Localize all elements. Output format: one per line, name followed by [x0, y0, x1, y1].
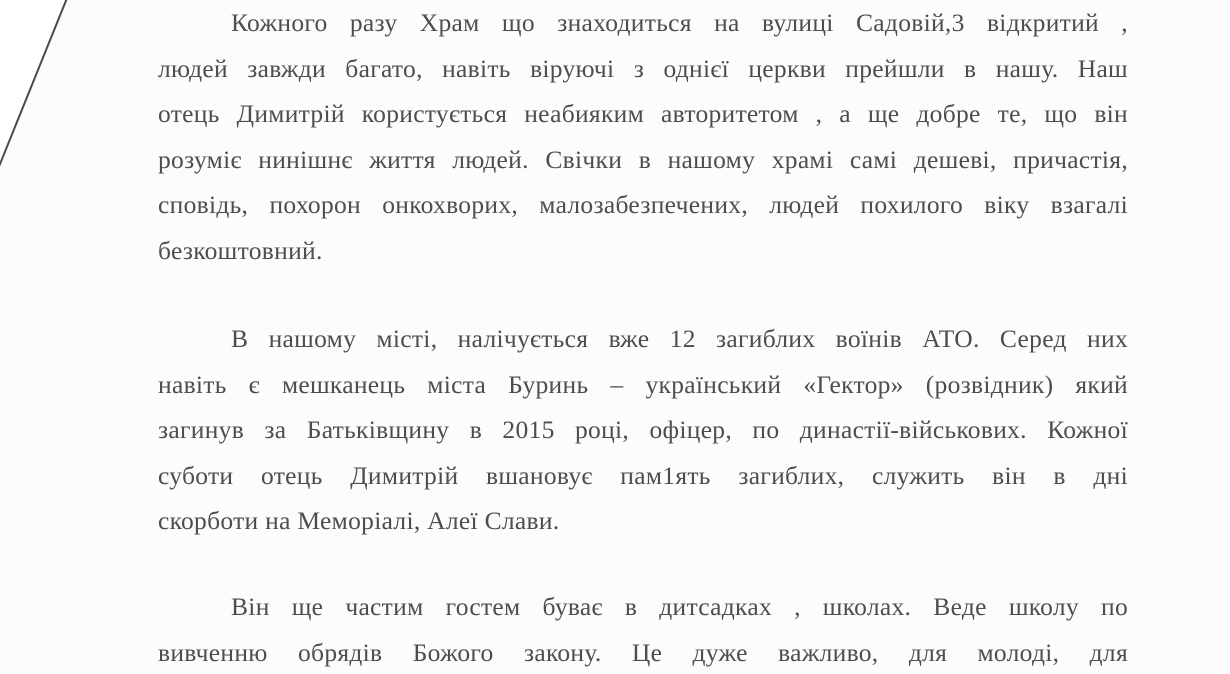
text-line: сповідь, похорон онкохворих, малозабезпечених, людей похилого віку взагалі	[158, 190, 1128, 219]
text-line: загинув за Батьківщину в 2015 році, офіцер, по династії-військових. Кожної	[158, 415, 1128, 444]
scan-edge-shadow	[0, 0, 73, 208]
text-line: людей завжди багато, навіть віруючі з однієї церкви прейшли в нашу. Наш	[158, 53, 1128, 83]
paragraph-2	[158, 316, 1128, 544]
text-line: отець Димитрій користується неабияким авторитетом , а ще добре те, що він	[158, 99, 1128, 128]
text-line: суботи отець Димитрій вшановує пам1ять загиблих, служить він в дні	[158, 460, 1128, 490]
paragraph-3	[158, 584, 1128, 674]
text-line: розуміє нинішнє життя людей. Свічки в нашому храмі самі дешеві, причастія,	[158, 144, 1128, 174]
paragraph-1	[158, 0, 1128, 273]
text-line: безкоштовний.	[158, 235, 323, 265]
text-line: вивченню обрядів Божого закону. Це дуже важливо, для молоді, для	[158, 637, 1128, 667]
text-line: скорботи на Меморіалі, Алеї Слави.	[158, 506, 560, 535]
text-line: Він ще частим гостем буває в дитсадках , школах. Веде школу по	[231, 592, 1128, 621]
text-line: навіть є мешканець міста Буринь – український «Гектор» (розвідник) який	[158, 369, 1128, 399]
text-line: Кожного разу Храм що знаходиться на вулиці Садовій,3 відкритий ,	[231, 8, 1128, 37]
text-line: В нашому місті, налічується вже 12 загиблих воїнів АТО. Серед них	[231, 324, 1128, 353]
